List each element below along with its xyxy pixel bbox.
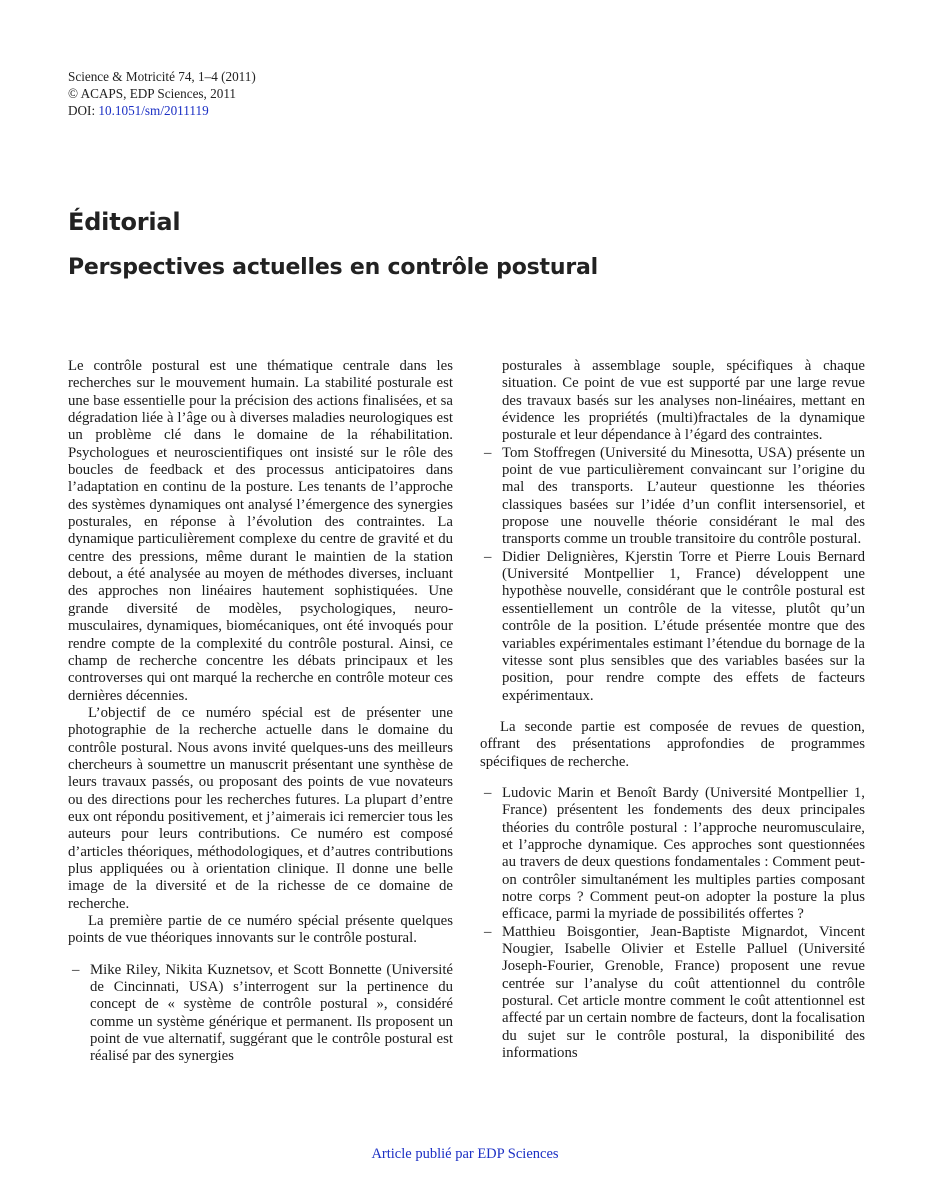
dash-bullet: – (484, 923, 492, 940)
list-item (480, 785, 865, 924)
list-item (480, 445, 865, 549)
list-item-text: Matthieu Boisgontier, Jean-Baptiste Mignardot, Vincent Nougier, Isabelle Olivier et Estelle Palluel (Université Joseph-Fourier, Grenoble, France) proposent une revue centrée sur l’analyse du coût attentionnel du contrôle postural. Cet article montre comment le coût attentionnel est affecté par un certain nombre de facteurs, dont la focalisation du sujet sur le contrôle postural, la disponibilité des informations (502, 923, 865, 1062)
list-item (68, 962, 453, 1066)
dash-bullet: – (484, 444, 492, 461)
article-title: Perspectives actuelles en contrôle postural (68, 255, 598, 280)
journal-citation: Science & Motricité 74, 1–4 (2011) (68, 69, 256, 84)
list-item-text: Mike Riley, Nikita Kuznetsov, et Scott Bonnette (Université de Cincinnati, USA) s’interrogent sur la pertinence du concept de « système de contrôle postural », considéré comme un système générique et permanent. Ils proposent un point de vue alternatif, suggérant que le contrôle postural est réalisé par des synergies (90, 961, 453, 1065)
contribution-list (68, 962, 453, 1066)
body-paragraph: L’objectif de ce numéro spécial est de présenter une photographie de la recherche actuelle dans le domaine du contrôle postural. Nous avons invité quelques-uns des meilleurs chercheurs à soumettre un manuscrit présentant une synthèse de leurs travaux passés, ou proposant des points de vue novateurs ou des directions pour les recherches futures. La plupart d’entre eux ont répondu positivement, et j’aimerais ici remercier tous les auteurs pour leurs contributions. Ce numéro est composé d’articles théoriques, méthodologiques, et d’autres contributions plus appliquées ou à orientation clinique. Il donne une belle image de la diversité et de la richesse de ce domaine de recherche. (68, 704, 453, 912)
list-item-text: Didier Delignières, Kjerstin Torre et Pierre Louis Bernard (Université Montpellier 1, France) développent une hypothèse nouvelle, considérant que le contrôle postural est essentiellement un contrôle de la vitesse, plutôt qu’un contrôle de la position. L’étude présentée montre que des variables expérimentales estimant l’étendue du bornage de la vitesse sont plus sensibles que des variables basées sur la position, pour rendre compte des effets de facteurs expérimentaux. (502, 548, 865, 704)
left-column (68, 358, 453, 1066)
doi-link[interactable]: 10.1051/sm/2011119 (98, 103, 209, 118)
section-kicker: Éditorial (68, 208, 181, 236)
list-item-text: Ludovic Marin et Benoît Bardy (Université Montpellier 1, France) présentent les fondements des deux principales théories du contrôle postural : l’approche neuromusculaire, et l’approche dynamique. Ces approches sont questionnées au travers de deux questions fondamentales : Comment peut-on contrôler simultanément les multiples parties composant notre corps ? Comment peut-on adopter la posture la plus efficace, parmi la myriade de possibilités offertes ? (502, 784, 865, 923)
body-paragraph: Le contrôle postural est une thématique centrale dans les recherches sur le mouvement humain. La stabilité posturale est une base essentielle pour la précision des actions finalisées, et sa dégradation liée à l’âge ou à diverses maladies neurologiques est un problème clé dans le domaine de la réhabilitation. Psychologues et neuroscientifiques ont insisté sur le rôle des boucles de feedback et des processus anticipatoires dans l’adaptation en continu de la posture. Les tenants de l’approche des systèmes dynamiques ont analysé l’émergence des synergies posturales, en réponse à l’évolution des contraintes. La dynamique particulièrement complexe du centre de gravité et du centre des pressions, même durant le maintien de la station debout, a été analysée au moyen de méthodes diverses, incluant des approches non linéaires hautement sophistiquées. Une grande diversité de modèles, psychologiques, neuro-musculaires, dynamiques, biomécaniques, ont été invoqués pour rendre compte de la complexité du contrôle postural. Ainsi, ce champ de recherche concentre les débats principaux et les controverses qui ont marqué la recherche en contrôle moteur ces dernières décennies. (68, 358, 453, 704)
article-header (68, 68, 256, 119)
dash-bullet: – (484, 548, 492, 565)
contribution-list (480, 445, 865, 705)
list-item-continuation: posturales à assemblage souple, spécifiques à chaque situation. Ce point de vue est supporté par une large revue des travaux basés sur les analyses non-linéaires, mettant en évidence les propriétés (multi)fractales de la dynamique posturale et leur dépendance à l’égard des contraintes. (502, 358, 865, 444)
dash-bullet: – (72, 961, 80, 978)
doi-label: DOI: (68, 103, 99, 118)
list-item (480, 924, 865, 1063)
doi-line (68, 102, 256, 119)
publisher-footer-link[interactable]: Article publié par EDP Sciences (371, 1146, 559, 1162)
list-item (480, 549, 865, 705)
copyright-line: © ACAPS, EDP Sciences, 2011 (68, 86, 237, 101)
dash-bullet: – (484, 784, 492, 801)
contribution-list (480, 785, 865, 1063)
body-paragraph: La seconde partie est composée de revues de question, offrant des présentations approfondies de programmes spécifiques de recherche. (480, 718, 865, 770)
right-column (480, 358, 865, 1062)
body-paragraph: La première partie de ce numéro spécial présente quelques points de vue théoriques innovants sur le contrôle postural. (68, 913, 453, 947)
list-item-text: Tom Stoffregen (Université du Minesotta, USA) présente un point de vue particulièrement convaincant sur l’origine du mal des transports. L’auteur questionne les théories classiques basées sur l’idée d’un conflit intersensoriel, et propose une nouvelle théorie considérant le mal des transports comme un trouble transitoire du contrôle postural. (502, 444, 865, 548)
